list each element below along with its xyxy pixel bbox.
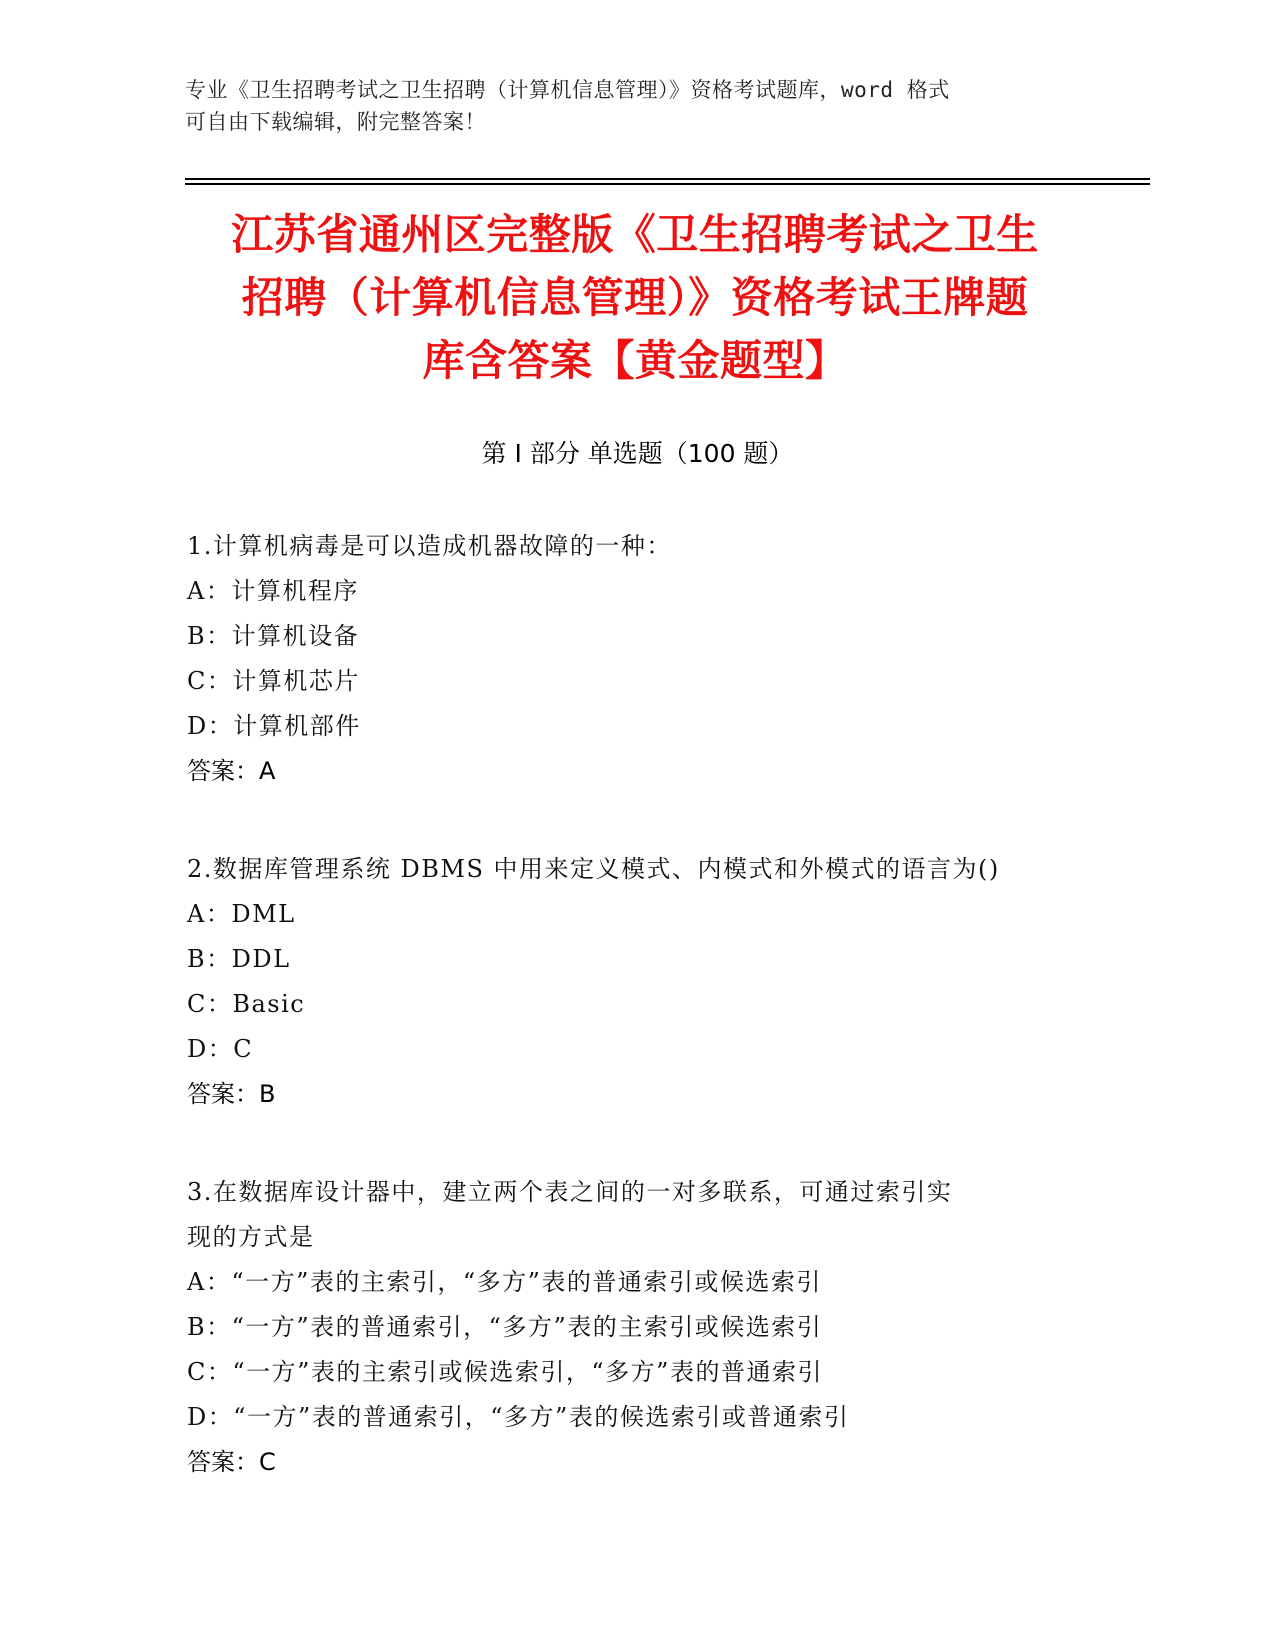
header-divider-top	[185, 178, 1150, 180]
answer-line: 答案：A	[187, 757, 276, 785]
option-b: B：DDL	[187, 945, 291, 973]
option-b: B：计算机设备	[187, 622, 360, 650]
option-c: C：Basic	[187, 990, 306, 1018]
document-title-line-3: 库含答案【黄金题型】	[422, 336, 848, 385]
question-stem-line-1: 3.在数据库设计器中，建立两个表之间的一对多联系，可通过索引实	[187, 1178, 953, 1206]
question-stem: 1.计算机病毒是可以造成机器故障的一种：	[187, 532, 672, 560]
option-d: D：C	[187, 1035, 254, 1063]
option-b: B：“一方”表的普通索引，“多方”表的主索引或候选索引	[187, 1313, 823, 1341]
answer-line: 答案：B	[187, 1080, 276, 1108]
option-c: C：“一方”表的主索引或候选索引，“多方”表的普通索引	[187, 1358, 823, 1386]
question-2	[187, 847, 1087, 1117]
option-d: D：计算机部件	[187, 712, 361, 740]
option-a: A：计算机程序	[187, 577, 359, 605]
option-a: A：DML	[187, 900, 296, 928]
document-title	[195, 203, 1075, 392]
header-note-line-1: 专业《卫生招聘考试之卫生招聘（计算机信息管理）》资格考试题库，word 格式	[185, 78, 950, 102]
question-stem-line-2: 现的方式是	[187, 1223, 315, 1251]
question-stem: 2.数据库管理系统 DBMS 中用来定义模式、内模式和外模式的语言为()	[187, 855, 1000, 883]
question-3	[187, 1170, 1087, 1485]
option-c: C：计算机芯片	[187, 667, 360, 695]
option-d: D：“一方”表的普通索引，“多方”表的候选索引或普通索引	[187, 1403, 850, 1431]
question-1	[187, 524, 1087, 794]
section-heading: 第 I 部分 单选题（100 题）	[481, 439, 794, 468]
answer-line: 答案：C	[187, 1448, 276, 1476]
option-a: A：“一方”表的主索引，“多方”表的普通索引或候选索引	[187, 1268, 822, 1296]
header-note	[185, 74, 1065, 138]
header-divider-bottom	[185, 183, 1150, 185]
question-list	[187, 524, 1087, 1538]
header-note-line-2: 可自由下载编辑，附完整答案！	[185, 110, 486, 134]
document-title-line-2: 招聘（计算机信息管理）》资格考试王牌题	[241, 273, 1029, 322]
document-title-line-1: 江苏省通州区完整版《卫生招聘考试之卫生	[231, 210, 1039, 259]
